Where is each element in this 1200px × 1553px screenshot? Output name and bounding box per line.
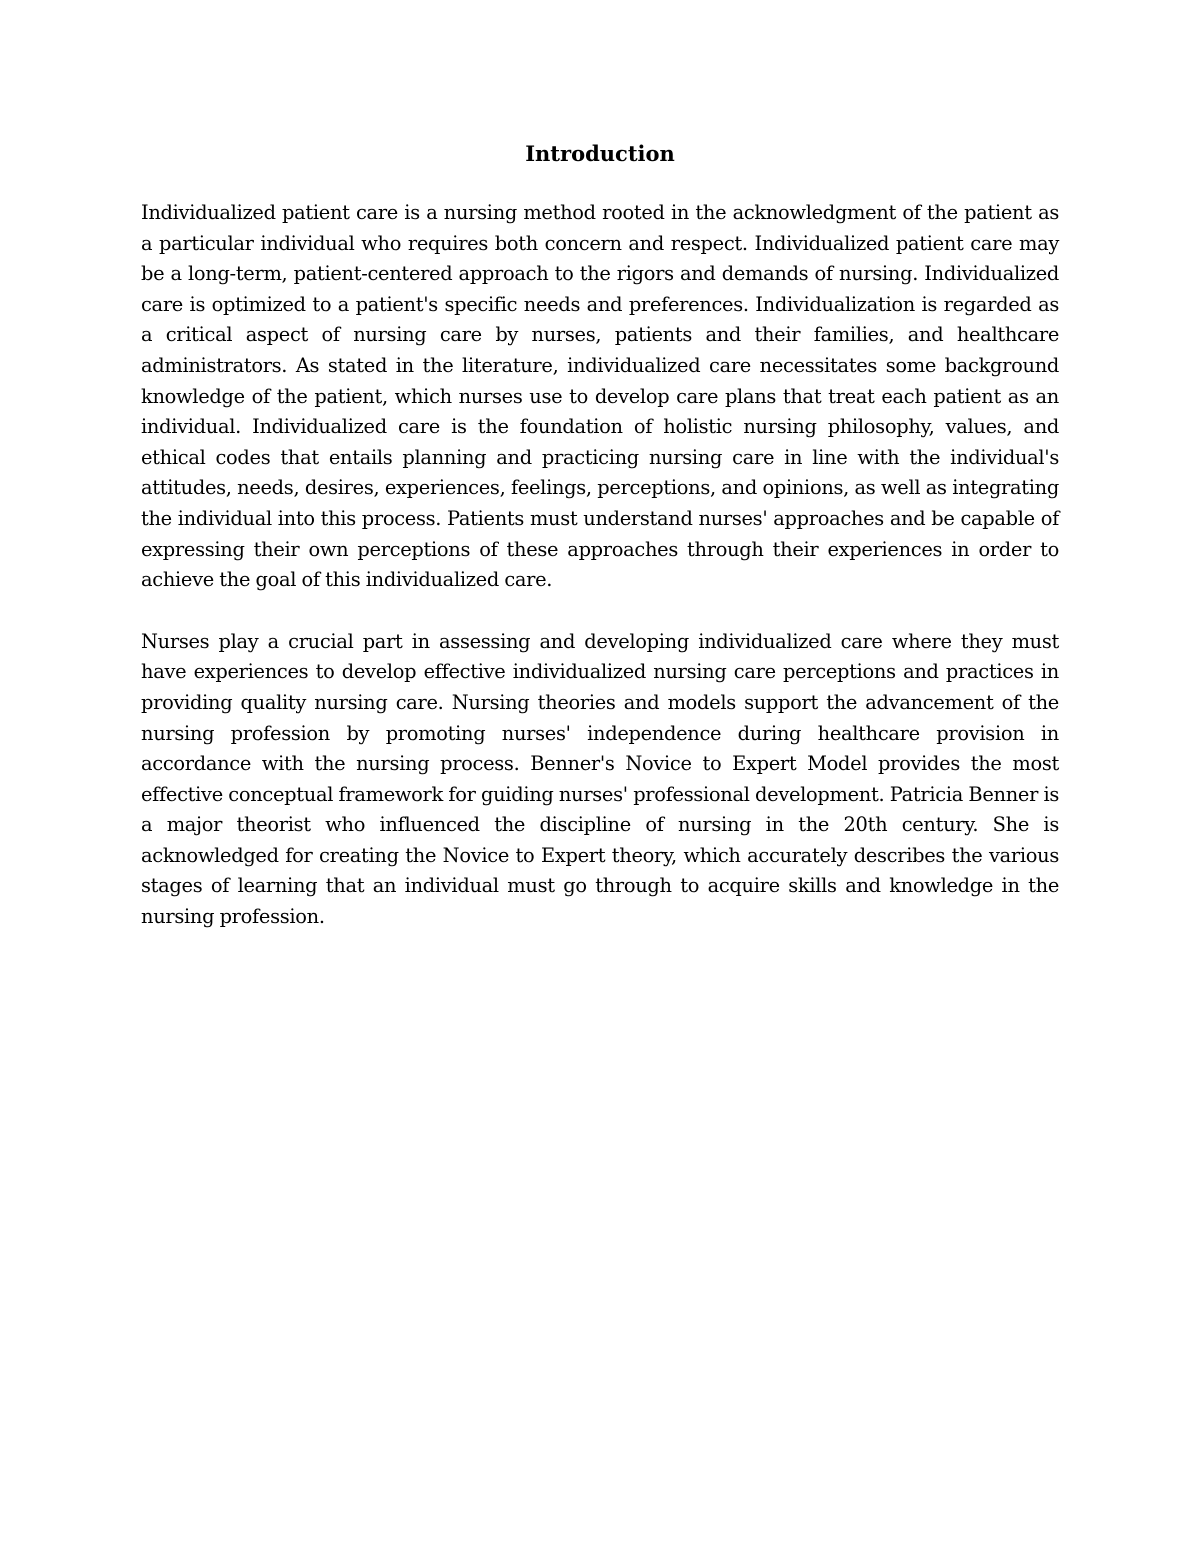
page-title: Introduction <box>525 141 675 166</box>
document-body <box>141 138 1059 964</box>
paragraph-benner: Nurses play a crucial part in assessing and developing individualized care where they must have experiences to develop effective individualized nursing care perceptions and practices in providing quality nursing care. Nursing theories and models support the advancement of the nursing profession by promoting nurses' independence during healthcare provision in accordance with the nursing process. Benner's Novice to Expert Model provides the most effective conceptual framework for guiding nurses' professional development. Patricia Benner is a major theorist who influenced the discipline of nursing in the 20th century. She is acknowledged for creating the Novice to Expert theory, which accurately describes the various stages of learning that an individual must go through to acquire skills and knowledge in the nursing profession. <box>141 629 1059 929</box>
paragraph-intro: Individualized patient care is a nursing method rooted in the acknowledgment of the patient as a particular individual who requires both concern and respect. Individualized patient care may be a long-term, patient-centered approach to the rigors and demands of nursing. Individualized care is optimized to a patient's specific needs and preferences. Individualization is regarded as a critical aspect of nursing care by nurses, patients and their families, and healthcare administrators. As stated in the literature, individualized care necessitates some background knowledge of the patient, which nurses use to develop care plans that treat each patient as an individual. Individualized care is the foundation of holistic nursing philosophy, values, and ethical codes that entails planning and practicing nursing care in line with the individual's attitudes, needs, desires, experiences, feelings, perceptions, and opinions, as well as integrating the individual into this process. Patients must understand nurses' approaches and be capable of expressing their own perceptions of these approaches through their experiences in order to achieve the goal of this individualized care. <box>141 201 1059 592</box>
